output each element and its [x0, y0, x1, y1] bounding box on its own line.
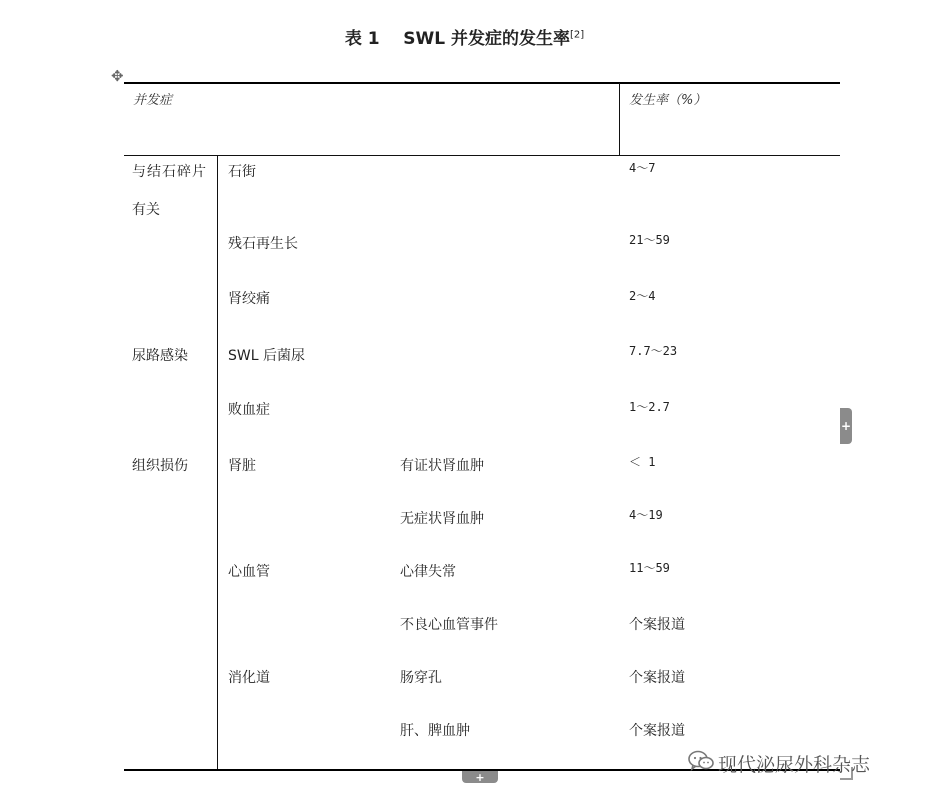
row-name: 肾绞痛 [228, 291, 270, 307]
table-title [0, 24, 929, 49]
header-rate: 发生率（%） [629, 93, 707, 108]
row-name: SWL 后菌尿 [228, 348, 305, 364]
group-divider [217, 156, 218, 770]
row-rate: 个案报道 [629, 723, 685, 739]
row-name: 肾脏 [228, 458, 256, 474]
row-rate: 1～2.7 [629, 400, 670, 414]
table-top-rule [124, 82, 840, 84]
header-divider [619, 83, 620, 155]
row-subname: 不良心血管事件 [400, 617, 498, 633]
group-tissue: 组织损伤 [132, 458, 188, 474]
row-name: 心血管 [228, 564, 270, 580]
group-stone-line2: 有关 [132, 202, 160, 218]
row-name: 败血症 [228, 402, 270, 418]
row-rate: ＜ 1 [629, 455, 656, 469]
row-name: 残石再生长 [228, 236, 298, 252]
table-number: 表 1 [344, 29, 380, 49]
row-rate: 4～7 [629, 161, 656, 175]
wechat-icon [688, 750, 714, 772]
row-subname: 心律失常 [400, 564, 456, 580]
row-subname: 肝、脾血肿 [400, 723, 470, 739]
row-name: 石街 [228, 164, 256, 180]
watermark-text: 现代泌尿外科杂志 [718, 754, 871, 776]
row-subname: 有证状肾血肿 [400, 458, 484, 474]
row-rate: 2～4 [629, 289, 656, 303]
group-uti: 尿路感染 [132, 348, 188, 364]
row-rate: 7.7～23 [629, 344, 678, 358]
group-stone-line1: 与结石碎片 [132, 164, 207, 180]
row-rate: 11～59 [629, 561, 670, 575]
add-column-button[interactable]: + [840, 408, 852, 444]
row-name: 消化道 [228, 670, 270, 686]
header-rule [124, 155, 840, 156]
table-move-icon[interactable]: ✥ [111, 67, 124, 85]
row-subname: 肠穿孔 [400, 670, 442, 686]
row-rate: 4～19 [629, 508, 663, 522]
row-rate: 个案报道 [629, 617, 685, 633]
row-subname: 无症状肾血肿 [400, 511, 484, 527]
row-rate: 21～59 [629, 233, 670, 247]
header-complication: 并发症 [133, 93, 173, 108]
table-caption: SWL 并发症的发生率 [403, 29, 570, 49]
row-rate: 个案报道 [629, 670, 685, 686]
add-row-button[interactable]: + [462, 771, 498, 783]
reference-mark: [2] [570, 29, 585, 41]
